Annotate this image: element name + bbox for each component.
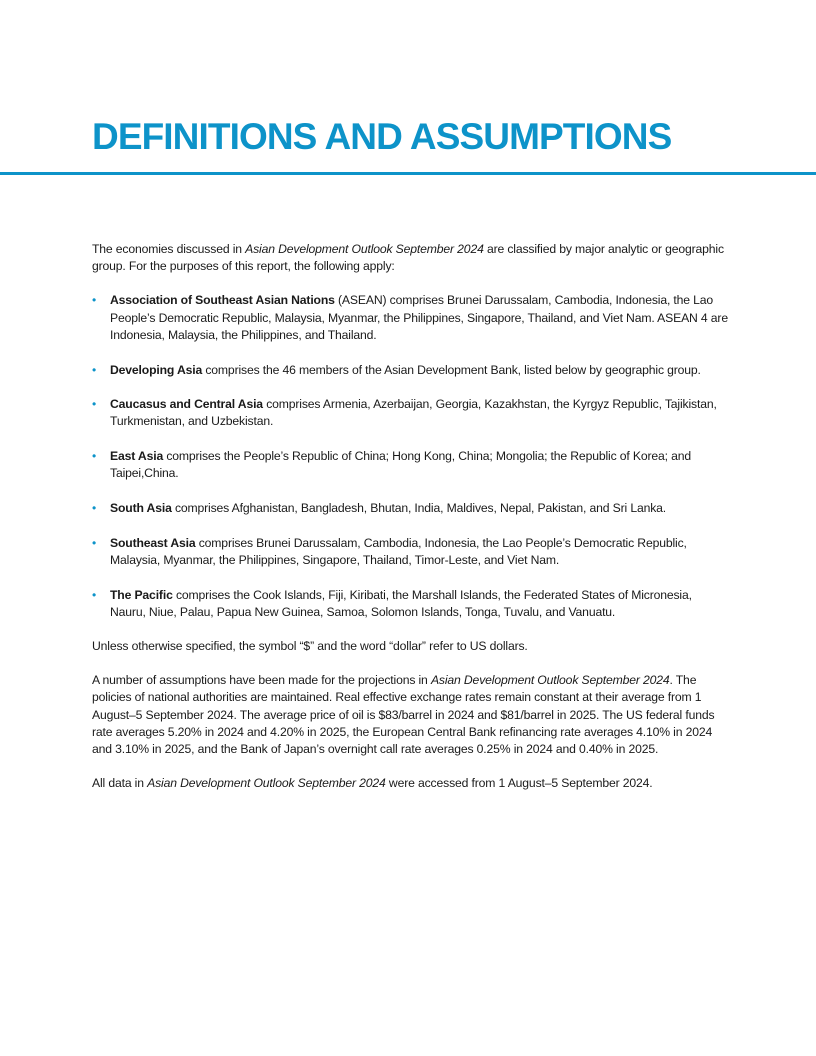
publication-title: Asian Development Outlook September 2024 — [147, 776, 386, 791]
data-access-text-end: were accessed from 1 August–5 September 2024. — [385, 776, 653, 791]
intro-paragraph — [92, 241, 728, 275]
group-description: comprises Armenia, Azerbaijan, Georgia, Kazakhstan, the Kyrgyz Republic, Tajikistan, Turkmenistan, and Uzbekistan. — [110, 397, 717, 429]
group-term: Southeast Asia — [110, 535, 196, 550]
group-description: comprises the 46 members of the Asian Development Bank, listed below by geographic group. — [202, 362, 701, 377]
group-item-developing-asia — [92, 362, 728, 379]
group-term: East Asia — [110, 449, 164, 464]
group-term: South Asia — [110, 501, 172, 516]
group-term: Caucasus and Central Asia — [110, 397, 263, 412]
publication-title: Asian Development Outlook September 2024 — [430, 673, 670, 688]
group-description: comprises Afghanistan, Bangladesh, Bhutan, India, Maldives, Nepal, Pakistan, and Sri Lanka. — [171, 501, 667, 516]
group-term: Developing Asia — [110, 362, 203, 377]
bullet-icon: • — [92, 535, 97, 550]
group-term: The Pacific — [110, 587, 173, 602]
page-title: DEFINITIONS AND ASSUMPTIONS — [92, 116, 672, 157]
bullet-icon: • — [92, 587, 97, 602]
bullet-icon: • — [92, 501, 97, 516]
assumptions-text-end: . The policies of national authorities are maintained. Real effective exchange rates remain constant at their average from 1 August–5 September 2024. The average price of oil is $83/barrel in 2024 and $81/barrel in 2025. The US federal funds rate averages 5.20% in 2024 and 4.20% in 2025, the European Central Bank refinancing rate averages 4.10% in 2024 and 3.10% in 2025, and the Bank of Japan’s overnight call rate averages 0.25% in 2024 and 0.40% in 2025. — [92, 673, 715, 757]
data-access-note — [92, 775, 728, 792]
bullet-icon: • — [92, 293, 97, 308]
group-description: (ASEAN) comprises Brunei Darussalam, Cambodia, Indonesia, the Lao People’s Democratic Republic, Malaysia, Myanmar, the Philippines, Singapore, Thailand, and Viet Nam. ASEAN 4 are Indonesia, Malaysia, the Philippines, and Thailand. — [110, 293, 728, 342]
data-access-text-start: All data in — [92, 776, 148, 791]
group-item-caucasus-central-asia — [92, 396, 728, 430]
group-item-asean — [92, 292, 728, 344]
group-item-pacific — [92, 587, 728, 621]
group-description: comprises the People’s Republic of China; Hong Kong, China; Mongolia; the Republic of Korea; and Taipei,China. — [110, 449, 691, 481]
publication-title: Asian Development Outlook September 2024 — [245, 242, 484, 256]
group-item-southeast-asia — [92, 535, 728, 569]
assumptions-paragraph — [92, 672, 728, 758]
assumptions-text-start: A number of assumptions have been made for the projections in — [92, 673, 431, 688]
currency-note: Unless otherwise specified, the symbol “$” and the word “dollar” refer to US dollars. — [92, 639, 528, 654]
economy-groups-list — [92, 292, 728, 621]
bullet-icon: • — [92, 449, 97, 464]
group-item-south-asia — [92, 500, 728, 517]
title-divider — [0, 172, 816, 175]
group-term: Association of Southeast Asian Nations — [110, 293, 335, 308]
intro-text-start: The economies discussed in — [92, 242, 246, 256]
intro-text-end: are classified by major analytic or geographic group. For the purposes of this report, the following apply: — [92, 242, 724, 274]
group-description: comprises Brunei Darussalam, Cambodia, Indonesia, the Lao People’s Democratic Republic, Malaysia, Myanmar, the Philippines, Singapore, Thailand, Timor-Leste, and Viet Nam. — [110, 535, 687, 567]
main-content — [92, 241, 728, 809]
group-description: comprises the Cook Islands, Fiji, Kiribati, the Marshall Islands, the Federated States of Micronesia, Nauru, Niue, Palau, Papua New Guinea, Samoa, Solomon Islands, Tonga, Tuvalu, and Vanuatu. — [110, 587, 692, 619]
group-item-east-asia — [92, 448, 728, 482]
bullet-icon: • — [92, 397, 97, 412]
bullet-icon: • — [92, 362, 97, 377]
